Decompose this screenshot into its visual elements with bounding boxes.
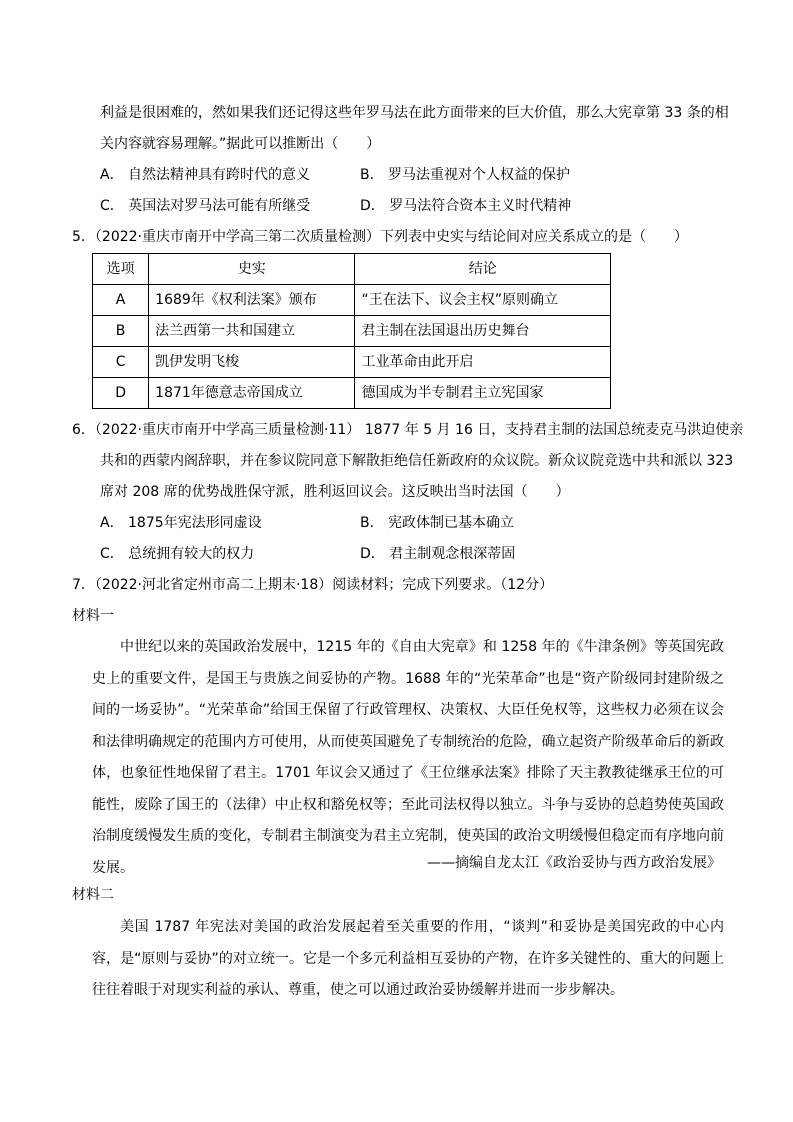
q4-option-d: D． 罗马法符合资本主义时代精神	[360, 198, 572, 214]
q4-stem-line1: 利益是很困难的，然如果我们还记得这些年罗马法在此方面带来的巨大价值，那么大宪章第 33 条的相	[100, 105, 729, 121]
table-header-cell: 史实	[149, 254, 355, 285]
table-header-row	[93, 254, 611, 285]
table-cell: 凯伊发明飞梭	[149, 347, 355, 378]
q4-stem-line2: 关内容就容易理解。”据此可以推断出（ ）	[100, 136, 381, 152]
q6-stem-line3: 席对 208 席的优势战胜保守派，胜利返回议会。这反映出当时法国（ ）	[100, 484, 570, 500]
table-cell: 君主制在法国退出历史舞台	[355, 316, 611, 347]
table-cell: A	[93, 285, 149, 316]
q4-option-b: B． 罗马法重视对个人权益的保护	[360, 167, 571, 183]
material-2-text: 美国 1787 年宪法对美国的政治发展起着至关重要的作用，“谈判”和妥协是美国宪政的中心内容，是“原则与妥协”的对立统一。它是一个多元利益相互妥协的产物，在许多关键性的、重大的问题上往往着眼于对现实利益的承认、尊重，使之可以通过政治妥协缓解并进而一步步解决。	[92, 919, 724, 998]
table-cell: B	[93, 316, 149, 347]
material-1-label: 材料一	[72, 608, 114, 624]
table-row	[93, 316, 611, 347]
material-1-paragraph	[92, 632, 724, 884]
q4-option-a: A． 自然法精神具有跨时代的意义	[100, 167, 311, 183]
q4-option-c: C． 英国法对罗马法可能有所继受	[100, 198, 311, 214]
table-cell: D	[93, 378, 149, 409]
table-cell: C	[93, 347, 149, 378]
table-header-cell: 选项	[93, 254, 149, 285]
table-cell: “王在法下、议会主权”原则确立	[355, 285, 611, 316]
table-header-cell: 结论	[355, 254, 611, 285]
table-cell: 德国成为半专制君主立宪国家	[355, 378, 611, 409]
table-cell: 1871年德意志帝国成立	[149, 378, 355, 409]
q5-table	[92, 253, 611, 409]
material-2-paragraph	[92, 912, 724, 1007]
material-2-label: 材料二	[72, 887, 114, 903]
material-1-source: ——摘编自龙太江《政治妥协与西方政治发展》	[427, 855, 721, 871]
table-cell: 法兰西第一共和国建立	[149, 316, 355, 347]
q6-option-a: A． 1875年宪法形同虚设	[100, 515, 262, 531]
q6-stem-line1: 6．（2022·重庆市南开中学高三质量检测·11） 1877 年 5 月 16 日，支持君主制的法国总统麦克马洪迫使亲	[72, 422, 744, 438]
material-1-text: 中世纪以来的英国政治发展中，1215 年的《自由大宪章》和 1258 年的《牛津条例》等英国宪政史上的重要文件，是国王与贵族之间妥协的产物。1688 年的“光荣革命”也是“资产阶级同封建阶级之间的一场妥协”。“光荣革命”给国王保留了行政管理权、决策权、大臣任免权等，这些权力必须在议会和法律明确规定的范围内方可使用，从而使英国避免了专制统治的危险，确立起资产阶级革命后的新政体，也象征性地保留了君主。1701 年议会又通过了《王位继承法案》排除了天主教教徒继承王位的可能性，废除了国王的（法律）中止权和豁免权等；至此司法权得以独立。斗争与妥协的总趋势使英国政治制度缓慢发生质的变化，专制君主制演变为君主立宪制，使英国的政治文明缓慢但稳定而有序地向前发展。	[92, 639, 724, 876]
table-row	[93, 285, 611, 316]
table-cell: 1689年《权利法案》颁布	[149, 285, 355, 316]
table-row	[93, 378, 611, 409]
q5-stem: 5．（2022·重庆市南开中学高三第二次质量检测）下列表中史实与结论间对应关系成立的是（ ）	[72, 229, 688, 245]
table-cell: 工业革命由此开启	[355, 347, 611, 378]
q6-option-c: C． 总统拥有较大的权力	[100, 546, 255, 562]
table-row	[93, 347, 611, 378]
q6-option-b: B． 宪政体制已基本确立	[360, 515, 515, 531]
q6-option-d: D． 君主制观念根深蒂固	[360, 546, 516, 562]
q7-stem: 7．（2022·河北省定州市高二上期末·18）阅读材料；完成下列要求。（12分）	[72, 577, 554, 593]
q6-stem-line2: 共和的西蒙内阁辞职，并在参议院同意下解散拒绝信任新政府的众议院。新众议院竞选中共和派以 323	[100, 453, 734, 469]
